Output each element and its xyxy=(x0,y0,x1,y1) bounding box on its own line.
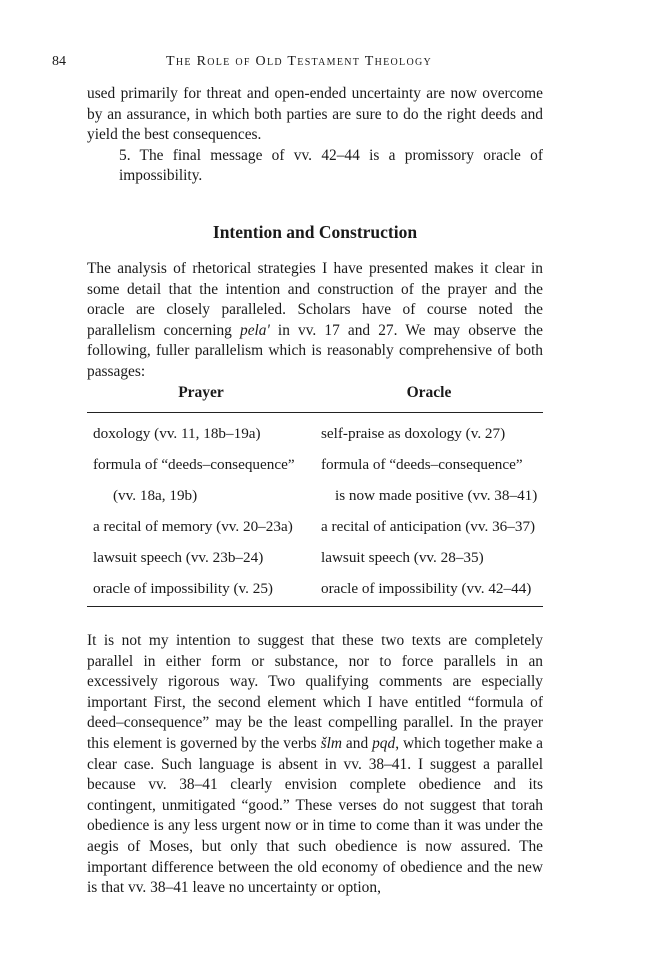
table-row xyxy=(87,418,543,449)
prayer-cell: a recital of memory (vv. 20–23a) xyxy=(93,517,293,535)
term-pela: pela' xyxy=(240,321,270,339)
oracle-cell: formula of “deeds–consequence” xyxy=(321,455,523,473)
running-head xyxy=(52,54,544,72)
prayer-cell: (vv. 18a, 19b) xyxy=(113,486,198,504)
term-pqd: pqd xyxy=(372,734,396,752)
table-header xyxy=(87,384,543,413)
table-body xyxy=(87,413,543,604)
point-five-text: 5. The final message of vv. 42–44 is a promissory oracle of impossibility. xyxy=(119,146,543,185)
qualifying-paragraph xyxy=(87,631,543,899)
prayer-cell: lawsuit speech (vv. 23b–24) xyxy=(93,548,264,566)
table-bottom-rule xyxy=(87,606,543,607)
term-slm: šlm xyxy=(320,734,342,752)
oracle-cell: self-praise as doxology (v. 27) xyxy=(321,424,506,442)
book-title: The Role of Old Testament Theology xyxy=(166,54,433,69)
prayer-cell: oracle of impossibility (v. 25) xyxy=(93,579,273,597)
oracle-cell: oracle of impossibility (vv. 42–44) xyxy=(321,579,532,597)
table-row xyxy=(87,573,543,604)
table-row xyxy=(87,480,543,511)
prayer-cell: doxology (vv. 11, 18b–19a) xyxy=(93,424,261,442)
qualifying-and: and xyxy=(341,734,373,752)
analysis-text-1: The analysis of rhetorical strategies I have presented makes it clear in some detail that the intention and construction of the prayer and the oracle are closely paralleled. Scholars have of course noted the parallelism concerning xyxy=(87,260,543,339)
page-number: 84 xyxy=(52,54,66,69)
oracle-cell: a recital of anticipation (vv. 36–37) xyxy=(321,517,536,535)
prayer-cell: formula of “deeds–consequence” xyxy=(93,455,295,473)
oracle-cell: lawsuit speech (vv. 28–35) xyxy=(321,548,484,566)
table-row xyxy=(87,511,543,542)
analysis-text-2: in vv. 17 and 27. We may observe the following, fuller parallelism which is reasonably comprehensive of both passages: xyxy=(87,321,543,380)
analysis-paragraph xyxy=(87,259,543,383)
opening-paragraph xyxy=(87,84,543,187)
oracle-cell: is now made positive (vv. 38–41) xyxy=(335,486,538,504)
qualifying-text-2: , which together make a clear case. Such language is absent in vv. 38–41. I suggest a parallel because vv. 38–41 clearly envision complete obedience and its contingent, unmitigated “good.” These verses do not suggest that torah obedience is any less urgent now or in time to come than it was under the aegis of Moses, but only that such obedience is now assured. The important difference between the old economy of obedience and the new is that vv. 38–41 leave no uncertainty or option, xyxy=(87,734,543,897)
qualifying-text-1: It is not my intention to suggest that these two texts are completely parallel in either form or substance, nor to force parallels in an excessively rigorous way. Two qualifying comments are especially important First, the second element which I have entitled “formula of deed–consequence” may be the least compelling parallel. In the prayer this element is governed by the verbs xyxy=(87,632,543,752)
section-heading: Intention and Construction xyxy=(212,222,418,242)
opening-paragraph-text: used primarily for threat and open-ended uncertainty are now overcome by an assurance, in which both parties are sure to do the right deeds and yield the best consequences. xyxy=(87,85,543,144)
parallel-table xyxy=(87,384,543,607)
table-row xyxy=(87,542,543,573)
table-row xyxy=(87,449,543,480)
column-header-oracle: Oracle xyxy=(406,384,452,401)
column-header-prayer: Prayer xyxy=(178,384,224,401)
